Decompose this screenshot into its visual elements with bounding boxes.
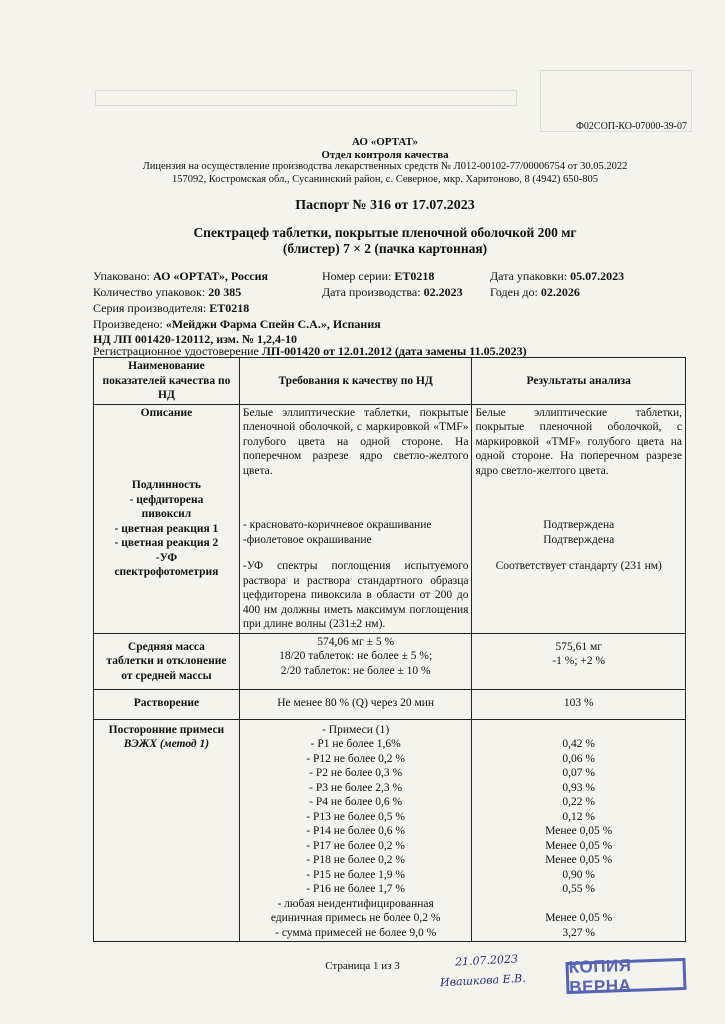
certified-copy-stamp: КОПИЯ ВЕРНА <box>565 958 686 994</box>
dissolution-res: 103 % <box>472 690 686 720</box>
pack-date-value: 05.07.2023 <box>570 269 625 283</box>
impurity-req: - P15 не более 1,9 % <box>306 868 406 881</box>
form-code: Ф02СОП-КО-07000-39-07 <box>576 121 687 132</box>
identity-req-2: -фиолетовое окрашивание <box>242 533 372 546</box>
header-results: Результаты анализа <box>472 358 686 405</box>
table-row-mass <box>94 633 686 690</box>
impurity-req: - P16 не более 1,7 % <box>306 883 406 895</box>
product-line-2: (блистер) 7 × 2 (пачка картонная) <box>282 241 488 256</box>
impurity-res: Менее 0,05 % <box>545 825 613 837</box>
impurity-req: - P13 не более 0,5 % <box>306 810 406 823</box>
company-name: АО «ОРТАТ» <box>352 136 418 148</box>
identity-res-2: Подтверждена <box>543 533 615 546</box>
cell-indicator <box>94 633 240 690</box>
identity-name-1: Подлинность <box>131 479 201 491</box>
cell-indicator <box>94 719 240 942</box>
mass-req-2: 18/20 таблеток: не более ± 5 %; <box>279 650 433 662</box>
cell-indicator <box>94 404 240 633</box>
table-row-impurities <box>94 719 686 942</box>
description-req: Белые эллиптические таблетки, покрытые пленочной оболочкой, с маркировкой «TMF» голубого цвета на одной стороне. На поперечном разрезе ядро светло-желтого цвета. <box>242 406 469 477</box>
impurity-req: - P1 не более 1,6% <box>310 738 401 750</box>
manufacturer-series <box>93 301 249 316</box>
series-label: Номер серии: <box>322 269 392 283</box>
impurities-name-1: Посторонние примеси <box>108 723 225 736</box>
dissolution-name: Растворение <box>94 690 240 720</box>
description-res: Белые эллиптические таблетки, покрытые пленочной оболочкой, с маркировкой «TMF» голубого цвета на одной стороне. На поперечном разрезе ядро светло-желтого цвета. <box>475 406 682 477</box>
prod-date-value: 02.2023 <box>423 285 463 299</box>
department-name: Отдел контроля качества <box>321 148 449 161</box>
impurity-res: 0,06 % <box>562 752 596 765</box>
impurity-res: 0,93 % <box>562 781 596 794</box>
expiry-value: 02.2026 <box>540 285 580 299</box>
cell-requirements <box>239 404 472 633</box>
cell-requirements <box>239 719 472 942</box>
packed-value: АО «ОРТАТ», Россия <box>153 269 269 283</box>
address-line: 157092, Костромская обл., Сусанинский район, с. Северное, мкр. Харитоново, 8 (4942) 650-805 <box>171 173 599 185</box>
produced-value: «Мейджи Фарма Спейн С.А.», Испания <box>165 317 381 331</box>
sum-req: - сумма примесей не более 9,0 % <box>275 926 437 939</box>
impurity-req: - P2 не более 0,3 % <box>309 767 403 779</box>
impurity-req: - P14 не более 0,6 % <box>306 825 406 837</box>
reg-value: ЛП-001420 от 12.01.2012 (дата замены 11.05.2023) <box>261 344 527 358</box>
prod-date-label: Дата производства: <box>322 285 421 299</box>
identity-name-6: -УФ <box>155 551 178 564</box>
impurity-req: - P4 не более 0,6 % <box>309 796 403 808</box>
table-row-description-identity <box>94 404 686 633</box>
produced-label: Произведено: <box>93 317 163 331</box>
identity-req-3: -УФ спектры поглощения испытуемого раствора и раствора стандартного образца цефдиторена пивоксила в области от 200 до 400 нм должны иметь максимум поглощения при длине волны (231±2 нм). <box>242 560 469 630</box>
impurities-req-title: - Примеси (1) <box>322 723 390 736</box>
dissolution-req: Не менее 80 % (Q) через 20 мин <box>239 690 472 720</box>
cell-results <box>472 633 686 690</box>
production-date <box>322 285 463 300</box>
impurity-res: Менее 0,05 % <box>545 854 613 866</box>
impurity-res: 0,12 % <box>562 810 596 823</box>
pack-date <box>490 269 624 284</box>
impurity-res: 0,55 % <box>562 883 596 895</box>
impurity-res: 0,07 % <box>562 767 596 779</box>
unidentified-req-2: единичная примесь не более 0,2 % <box>270 912 441 924</box>
expiry-date <box>490 285 580 300</box>
impurity-res: Менее 0,05 % <box>545 839 613 852</box>
produced-by <box>93 317 381 332</box>
passport-title: Паспорт № 316 от 17.07.2023 <box>295 198 475 213</box>
identity-name-7: спектрофотометрия <box>114 566 219 578</box>
description-name: Описание <box>140 406 193 419</box>
mass-name-2: таблетки и отклонение <box>106 655 227 667</box>
qty-label: Количество упаковок: <box>93 285 206 299</box>
impurity-res: 0,90 % <box>562 868 596 881</box>
impurity-req: - P12 не более 0,2 % <box>306 752 406 765</box>
product-title <box>90 225 680 257</box>
unidentified-res: Менее 0,05 % <box>545 912 613 924</box>
expiry-label: Годен до: <box>490 285 538 299</box>
pack-date-label: Дата упаковки: <box>490 269 568 283</box>
page-number: Страница 1 из 3 <box>325 960 400 972</box>
sum-res: 3,27 % <box>562 926 596 939</box>
packed-label: Упаковано: <box>93 269 150 283</box>
license-line: Лицензия на осуществление производства лекарственных средств № Л012-00102-77/00006754 от 30.05.2022 <box>142 161 628 172</box>
impurity-req: - P3 не более 2,3 % <box>309 781 403 794</box>
series-number <box>322 269 434 284</box>
package-quantity <box>93 285 241 300</box>
mass-req-3: 2/20 таблеток: не более ± 10 % <box>280 664 431 677</box>
nd-value: НД ЛП 001420-120112, изм. № 1,2,4-10 <box>93 332 297 346</box>
reg-label: Регистрационное удостоверение <box>93 344 259 358</box>
handwritten-name: Ивашкова Е.В. <box>439 971 527 990</box>
mass-name-1: Средняя масса <box>127 640 205 653</box>
manuf-series-value: ЕТ0218 <box>209 301 250 315</box>
cell-results <box>472 404 686 633</box>
unidentified-req-1: - любая неидентифицированная <box>277 897 434 910</box>
impurity-req: - P18 не более 0,2 % <box>306 854 406 866</box>
qty-value: 20 385 <box>208 285 242 299</box>
handwritten-date: 21.07.2023 <box>454 952 519 969</box>
mass-req-1: 574,06 мг ± 5 % <box>317 635 395 648</box>
table-header-row <box>94 358 686 405</box>
mass-res-1: 575,61 мг <box>555 640 602 653</box>
cell-results <box>472 719 686 942</box>
letterhead <box>90 136 680 186</box>
impurities-name-2: ВЭЖХ (метод 1) <box>123 738 210 750</box>
identity-name-3: пивоксил <box>141 508 192 520</box>
identity-res-3: Соответствует стандарту (231 нм) <box>495 560 662 572</box>
header-indicator: Наименование показателей качества по НД <box>94 358 240 405</box>
identity-res-1: Подтверждена <box>543 519 615 531</box>
identity-name-4: - цветная реакция 1 <box>114 522 219 535</box>
impurity-req: - P17 не более 0,2 % <box>306 839 406 852</box>
packed-by <box>93 269 268 284</box>
identity-req-1: - красновато-коричневое окрашивание <box>242 519 432 531</box>
manuf-series-label: Серия производителя: <box>93 301 207 315</box>
cell-requirements <box>239 633 472 690</box>
product-line-1: Спектрацеф таблетки, покрытые пленочной оболочкой 200 мг <box>193 225 577 240</box>
mass-name-3: от средней массы <box>121 669 212 682</box>
impurity-res: 0,42 % <box>562 738 596 750</box>
impurity-res: 0,22 % <box>562 796 596 808</box>
table-row-dissolution <box>94 690 686 720</box>
mass-res-2: -1 %; +2 % <box>552 655 606 667</box>
identity-name-2: - цефдиторена <box>129 493 204 506</box>
header-requirements: Требования к качеству по НД <box>239 358 472 405</box>
series-value: ЕТ0218 <box>394 269 435 283</box>
identity-name-5: - цветная реакция 2 <box>114 537 219 549</box>
quality-table <box>93 357 686 942</box>
